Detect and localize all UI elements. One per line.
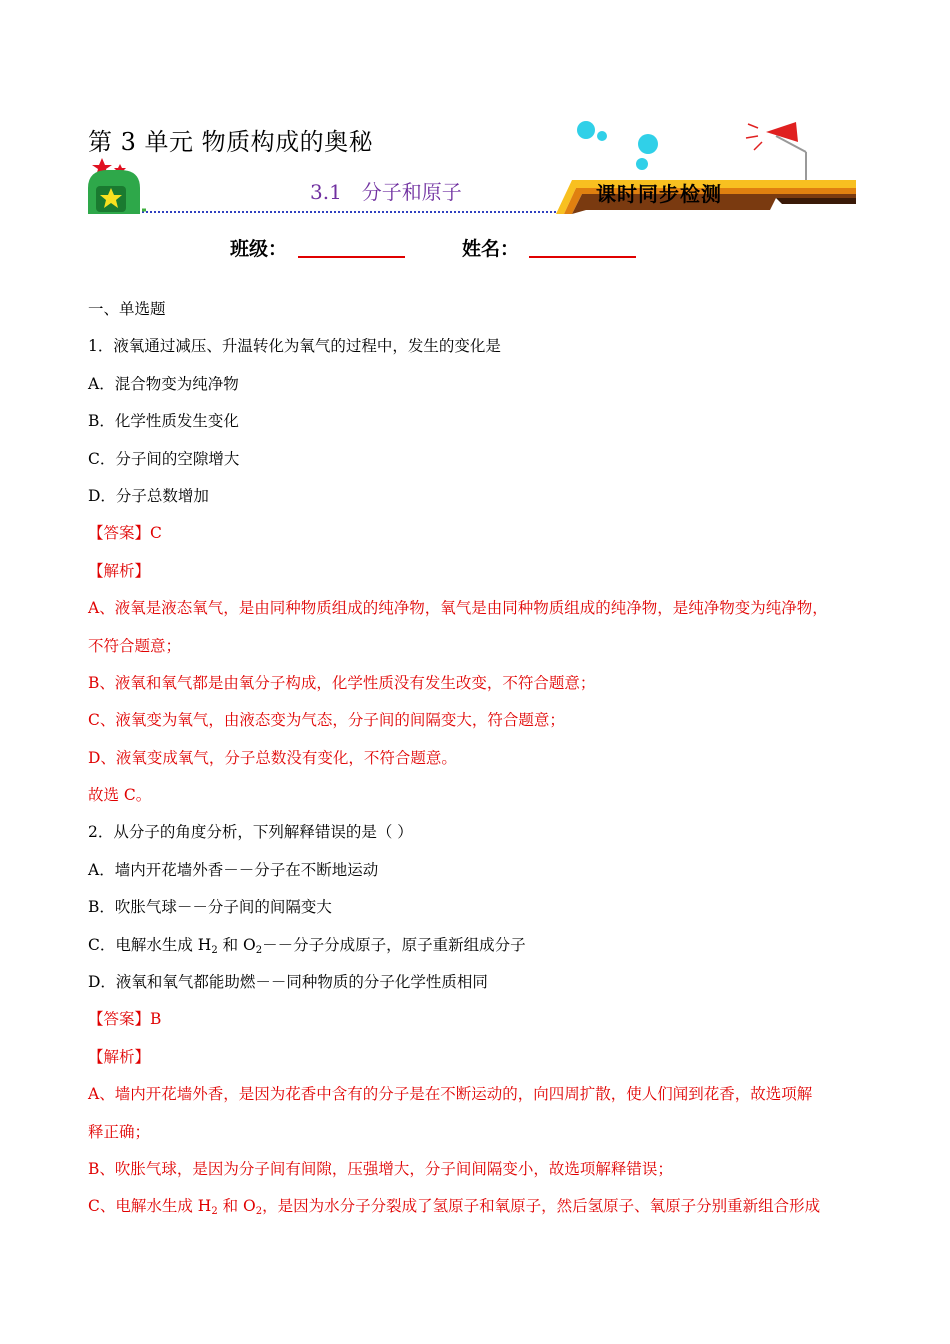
analysis-line: B、液氧和氧气都是由氧分子构成，化学性质没有发生改变，不符合题意； bbox=[88, 673, 596, 692]
analysis-line: A、液氧是液态氧气，是由同种物质组成的纯净物，氧气是由同种物质组成的纯净物，是纯净物变为纯净物， bbox=[88, 599, 828, 618]
option-a: A．墙内开花墙外香－－分子在不断地运动 bbox=[88, 860, 379, 879]
analysis-line: C、电解水生成 $H_2$ 和 $O_2$，是因为水分子分裂成了氢原子和氧原子，然后氢原子、氧原子分别重新组合形成 bbox=[88, 1197, 821, 1218]
analysis-line: D、液氧变成氧气，分子总数没有变化，不符合题意。 bbox=[88, 748, 457, 767]
analysis-line: 不符合题意； bbox=[88, 636, 182, 655]
analysis-label: 【解析】 bbox=[88, 1047, 151, 1066]
analysis-line: B、吹胀气球，是因为分子间有间隙，压强增大，分子间间隔变小，故选项解释错误； bbox=[88, 1159, 673, 1178]
option-d: D．分子总数增加 bbox=[88, 486, 209, 505]
question-list bbox=[88, 291, 878, 1226]
lesson-title: 3.1 分子和原子 bbox=[310, 180, 462, 204]
analysis-line: A、墙内开花墙外香，是因为花香中含有的分子是在不断运动的，向四周扩散，使人们闻到花香，故选项解 bbox=[88, 1085, 813, 1104]
class-blank[interactable] bbox=[298, 256, 405, 258]
section-heading: 一、单选题 bbox=[88, 300, 166, 318]
analysis-line: C、液氧变为氧气，由液态变为气态，分子间的间隔变大，符合题意； bbox=[88, 711, 565, 730]
option-b: B．化学性质发生变化 bbox=[88, 412, 239, 431]
option-c: C．分子间的空隙增大 bbox=[88, 449, 240, 468]
analysis-label: 【解析】 bbox=[88, 561, 151, 580]
option-a: A．混合物变为纯净物 bbox=[88, 374, 239, 393]
conclusion: 故选 C。 bbox=[88, 786, 152, 805]
sync-test-stamp: 课时同步检测 bbox=[596, 182, 722, 206]
option-c: C．电解水生成 $H_2$ 和 $O_2--$分子分成原子，原子重新组成分子 bbox=[88, 935, 526, 956]
answer: 【答案】B bbox=[88, 1010, 162, 1029]
answer: 【答案】C bbox=[88, 524, 162, 543]
question-stem: 1．液氧通过减压、升温转化为氧气的过程中，发生的变化是 bbox=[88, 337, 501, 356]
lamp-icon bbox=[746, 122, 806, 182]
option-b: B．吹胀气球－－分子间的间隔变大 bbox=[88, 898, 332, 917]
name-blank[interactable] bbox=[529, 256, 636, 258]
option-d: D．液氧和氧气都能助燃－－同种物质的分子化学性质相同 bbox=[88, 973, 488, 992]
question-stem: 2．从分子的角度分析，下列解释错误的是（ ） bbox=[88, 823, 413, 842]
class-label: 班级： bbox=[230, 238, 288, 260]
bubble-icon bbox=[577, 121, 595, 139]
analysis-line: 释正确； bbox=[88, 1122, 151, 1141]
unit-title: 第 3 单元 物质构成的奥秘 bbox=[88, 128, 374, 156]
name-label: 姓名： bbox=[462, 238, 520, 260]
